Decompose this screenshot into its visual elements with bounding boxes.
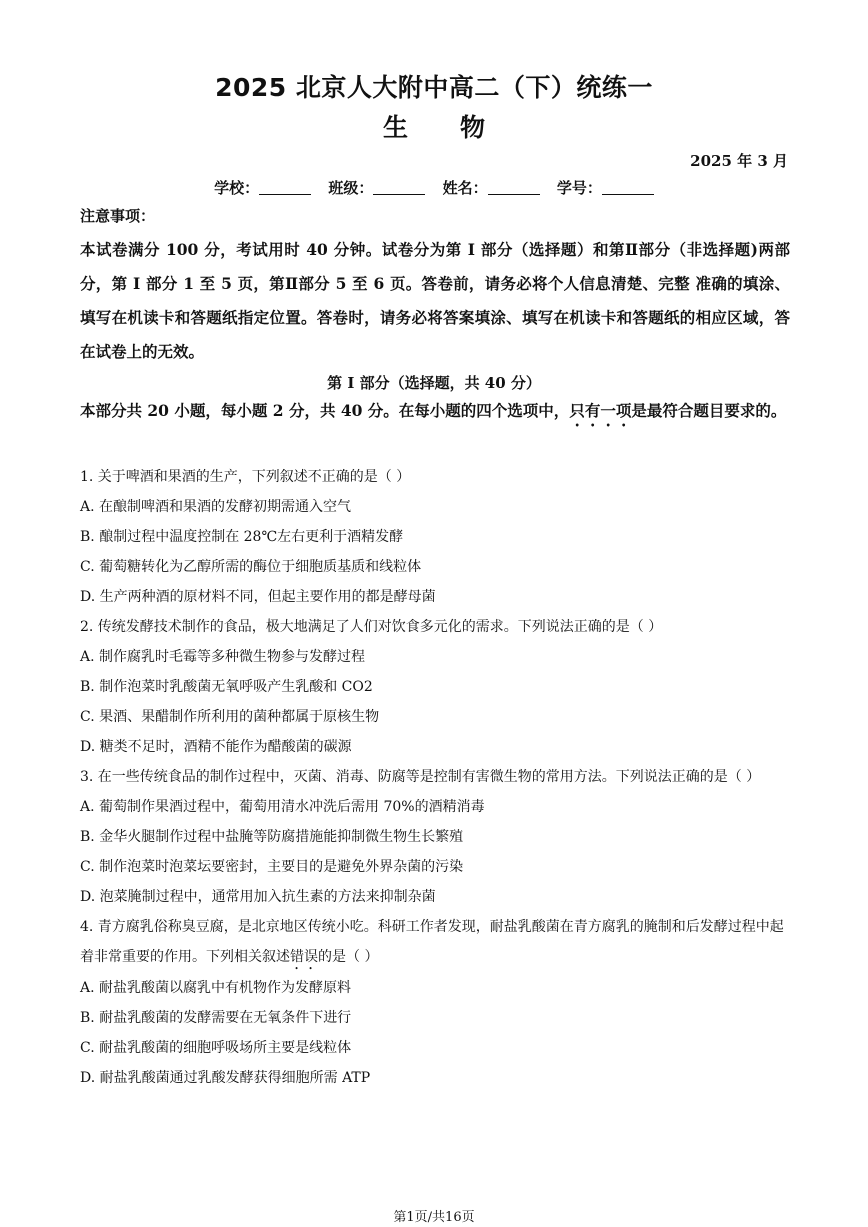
question-stem: 3. 在一些传统食品的制作过程中，灭菌、消毒、防腐等是控制有害微生物的常用方法。下列说法正确的是（ ） xyxy=(80,769,761,785)
school-blank xyxy=(259,180,311,195)
question-1 xyxy=(80,462,792,612)
part1-title: 第 I 部分（选择题，共 40 分） xyxy=(327,374,541,392)
student-no-label: 学号： xyxy=(556,179,602,197)
option-c: C. 制作泡菜时泡菜坛要密封，主要目的是避免外界杂菌的污染 xyxy=(80,859,464,875)
exam-date: 2025 年 3 月 xyxy=(690,152,788,170)
name-blank xyxy=(488,180,540,195)
class-label: 班级： xyxy=(328,179,374,197)
option-d: D. 泡菜腌制过程中，通常用加入抗生素的方法来抑制杂菌 xyxy=(80,889,436,905)
option-a: A. 制作腐乳时毛霉等多种微生物参与发酵过程 xyxy=(80,649,366,665)
part1-desc-emphasis: 只有一项 xyxy=(569,401,632,420)
subject-char: 生 xyxy=(382,113,408,142)
question-3 xyxy=(80,762,792,912)
question-stem: 1. 关于啤酒和果酒的生产，下列叙述不正确的是（ ） xyxy=(80,469,411,485)
class-blank xyxy=(373,180,425,195)
option-c: C. 葡萄糖转化为乙醇所需的酶位于细胞质基质和线粒体 xyxy=(80,559,422,575)
option-b: B. 耐盐乳酸菌的发酵需要在无氧条件下进行 xyxy=(80,1010,352,1026)
question-stem-text: 4. 青方腐乳俗称臭豆腐，是北京地区传统小吃。科研工作者发现，耐盐乳酸菌在青方腐乳的腌制和后发酵过程中起着非常重要的作用。下列相关叙述 xyxy=(80,919,784,965)
option-d: D. 耐盐乳酸菌通过乳酸发酵获得细胞所需 ATP xyxy=(80,1070,371,1086)
question-stem-emphasis: 错误 xyxy=(290,949,318,965)
option-c: C. 耐盐乳酸菌的细胞呼吸场所主要是线粒体 xyxy=(80,1040,352,1056)
part1-desc-text-end: 是最符合题目要求的。 xyxy=(631,401,787,420)
option-d: D. 糖类不足时，酒精不能作为醋酸菌的碳源 xyxy=(80,739,352,755)
question-2 xyxy=(80,612,792,762)
school-label: 学校： xyxy=(214,179,260,197)
part1-description xyxy=(80,395,790,430)
option-d: D. 生产两种酒的原材料不同，但起主要作用的都是酵母菌 xyxy=(80,589,436,605)
subject-char: 物 xyxy=(460,113,486,142)
option-c: C. 果酒、果醋制作所利用的菌种都属于原核生物 xyxy=(80,709,380,725)
option-a: A. 葡萄制作果酒过程中，葡萄用清水冲洗后需用 70%的酒精消毒 xyxy=(80,799,485,815)
question-stem xyxy=(80,912,792,973)
part1-desc-text: 本部分共 20 小题，每小题 2 分，共 40 分。在每小题的四个选项中， xyxy=(80,401,570,420)
student-no-blank xyxy=(602,180,654,195)
option-b: B. 金华火腿制作过程中盐腌等防腐措施能抑制微生物生长繁殖 xyxy=(80,829,464,845)
option-b: B. 制作泡菜时乳酸菌无氧呼吸产生乳酸和 CO2 xyxy=(80,679,373,695)
page-footer: 第1页/共16页 xyxy=(393,1210,475,1225)
student-no-field xyxy=(557,177,654,198)
option-a: A. 耐盐乳酸菌以腐乳中有机物作为发酵原料 xyxy=(80,980,352,996)
school-field xyxy=(214,177,311,198)
question-stem-text-end: 的是（ ） xyxy=(318,949,379,965)
subject-heading xyxy=(0,108,868,144)
option-b: B. 酿制过程中温度控制在 28℃左右更利于酒精发酵 xyxy=(80,529,404,545)
question-list xyxy=(80,462,792,1093)
option-a: A. 在酿制啤酒和果酒的发酵初期需通入空气 xyxy=(80,499,352,515)
class-field xyxy=(328,177,425,198)
name-label: 姓名： xyxy=(442,179,488,197)
exam-title: 2025 北京人大附中高二（下）统练一 xyxy=(215,73,653,102)
name-field xyxy=(443,177,540,198)
question-stem: 2. 传统发酵技术制作的食品，极大地满足了人们对饮食多元化的需求。下列说法正确的是（ ） xyxy=(80,619,663,635)
student-info-line xyxy=(0,177,868,198)
notice-title: 注意事项： xyxy=(80,207,156,225)
notice-text: 本试卷满分 100 分，考试用时 40 分钟。试卷分为第 I 部分（选择题）和第Ⅱ部分（非选择题)两部分，第 I 部分 1 至 5 页，第Ⅱ部分 5 至 6 页。答卷前，请务必将个人信息清楚、完整 准确的填涂、填写在机读卡和答题纸指定位置。答卷时，请务必将答案填涂、填写在机读卡和答题纸的相应区域，答在试卷上的无效。 xyxy=(80,240,790,361)
question-4 xyxy=(80,912,792,1093)
